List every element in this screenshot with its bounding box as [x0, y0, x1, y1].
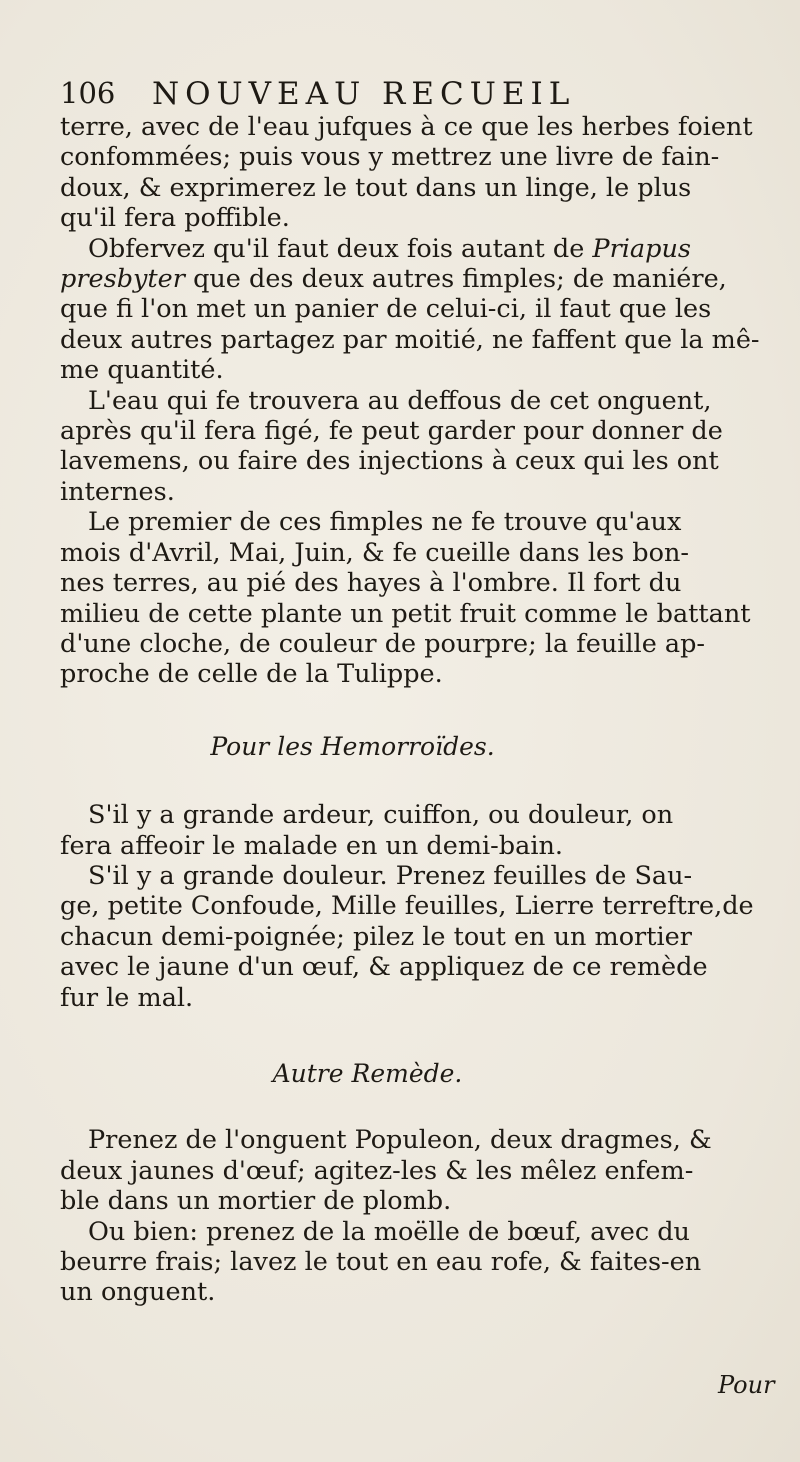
text-line: après qu'il fera figé, fe peut garder pour donner de: [60, 416, 723, 447]
text-line: [60, 264, 775, 294]
text-line: Ou bien: prenez de la moëlle de bœuf, avec du: [88, 1216, 690, 1247]
text-line: Le premier de ces fimples ne fe trouve qu'aux: [88, 507, 682, 538]
text-line: doux, & exprimerez le tout dans un linge, le plus: [60, 172, 692, 203]
text-line: fur le mal.: [60, 982, 194, 1013]
italic-term: Priapus: [592, 233, 691, 264]
text-line: terre, avec de l'eau jufques à ce que les herbes foient: [60, 112, 753, 142]
text-line: S'il y a grande douleur. Prenez feuilles de Sau-: [88, 860, 693, 891]
text-line: chacun demi-poignée; pilez le tout en un mortier: [60, 921, 692, 952]
text-line: milieu de cette plante un petit fruit comme le battant: [60, 598, 751, 629]
page-header: [60, 76, 760, 116]
text-line: que fi l'on met un panier de celui-ci, il faut que les: [60, 294, 712, 325]
paragraph-5: [60, 800, 775, 861]
paragraph-8: [60, 1217, 775, 1308]
paragraph-1: [60, 112, 775, 234]
italic-term: presbyter: [60, 264, 185, 295]
text-line: nes terres, au pié des hayes à l'ombre. Il fort du: [60, 568, 682, 599]
page-number: 106: [60, 76, 116, 110]
catchword: Pour: [718, 1371, 775, 1399]
text-line: internes.: [60, 476, 175, 507]
text-line: ble dans un mortier de plomb.: [60, 1186, 452, 1217]
text-line: proche de celle de la Tulippe.: [60, 659, 443, 690]
text-line: S'il y a grande ardeur, cuiffon, ou douleur, on: [88, 800, 674, 831]
paragraph-7: [60, 1125, 775, 1216]
text-line: Prenez de l'onguent Populeon, deux dragmes, &: [88, 1125, 712, 1156]
text-line: lavemens, ou faire des injections à ceux qui les ont: [60, 446, 719, 477]
text-line: L'eau qui fe trouvera au deffous de cet onguent,: [88, 385, 712, 416]
paragraph-2: [60, 234, 775, 386]
text-line: qu'il fera poffible.: [60, 203, 290, 234]
text-segment: Obfervez qu'il faut deux fois autant de: [88, 233, 585, 264]
text-line: un onguent.: [60, 1277, 216, 1308]
text-segment: que des deux autres fimples; de maniére,: [193, 264, 727, 295]
paragraph-6: [60, 861, 775, 1013]
text-line: fera affeoir le malade en un demi-bain.: [60, 830, 564, 861]
paragraph-3: [60, 386, 775, 508]
text-line: deux autres partagez par moitié, ne faffent que la mê-: [60, 324, 760, 355]
running-title: NOUVEAU RECUEIL: [152, 76, 576, 112]
text-line: deux jaunes d'œuf; agitez-les & les mêlez enfem-: [60, 1155, 694, 1186]
text-line: beurre frais; lavez le tout en eau rofe, & faites-en: [60, 1247, 702, 1277]
text-line: avec le jaune d'un œuf, & appliquez de ce remède: [60, 952, 708, 983]
text-line: confommées; puis vous y mettrez une livre de fain-: [60, 142, 720, 173]
section-heading: Pour les Hemorroïdes.: [210, 731, 495, 761]
paragraph-4: [60, 507, 775, 689]
text-line: mois d'Avril, Mai, Juin, & fe cueille dans les bon-: [60, 537, 690, 568]
main-text: [60, 112, 775, 1308]
text-line: [60, 234, 775, 264]
text-line: me quantité.: [60, 355, 224, 386]
text-line: ge, petite Confoude, Mille feuilles, Lierre terreftre,de: [60, 891, 754, 922]
section-heading: Autre Remède.: [272, 1058, 463, 1088]
text-line: d'une cloche, de couleur de pourpre; la feuille ap-: [60, 628, 706, 659]
